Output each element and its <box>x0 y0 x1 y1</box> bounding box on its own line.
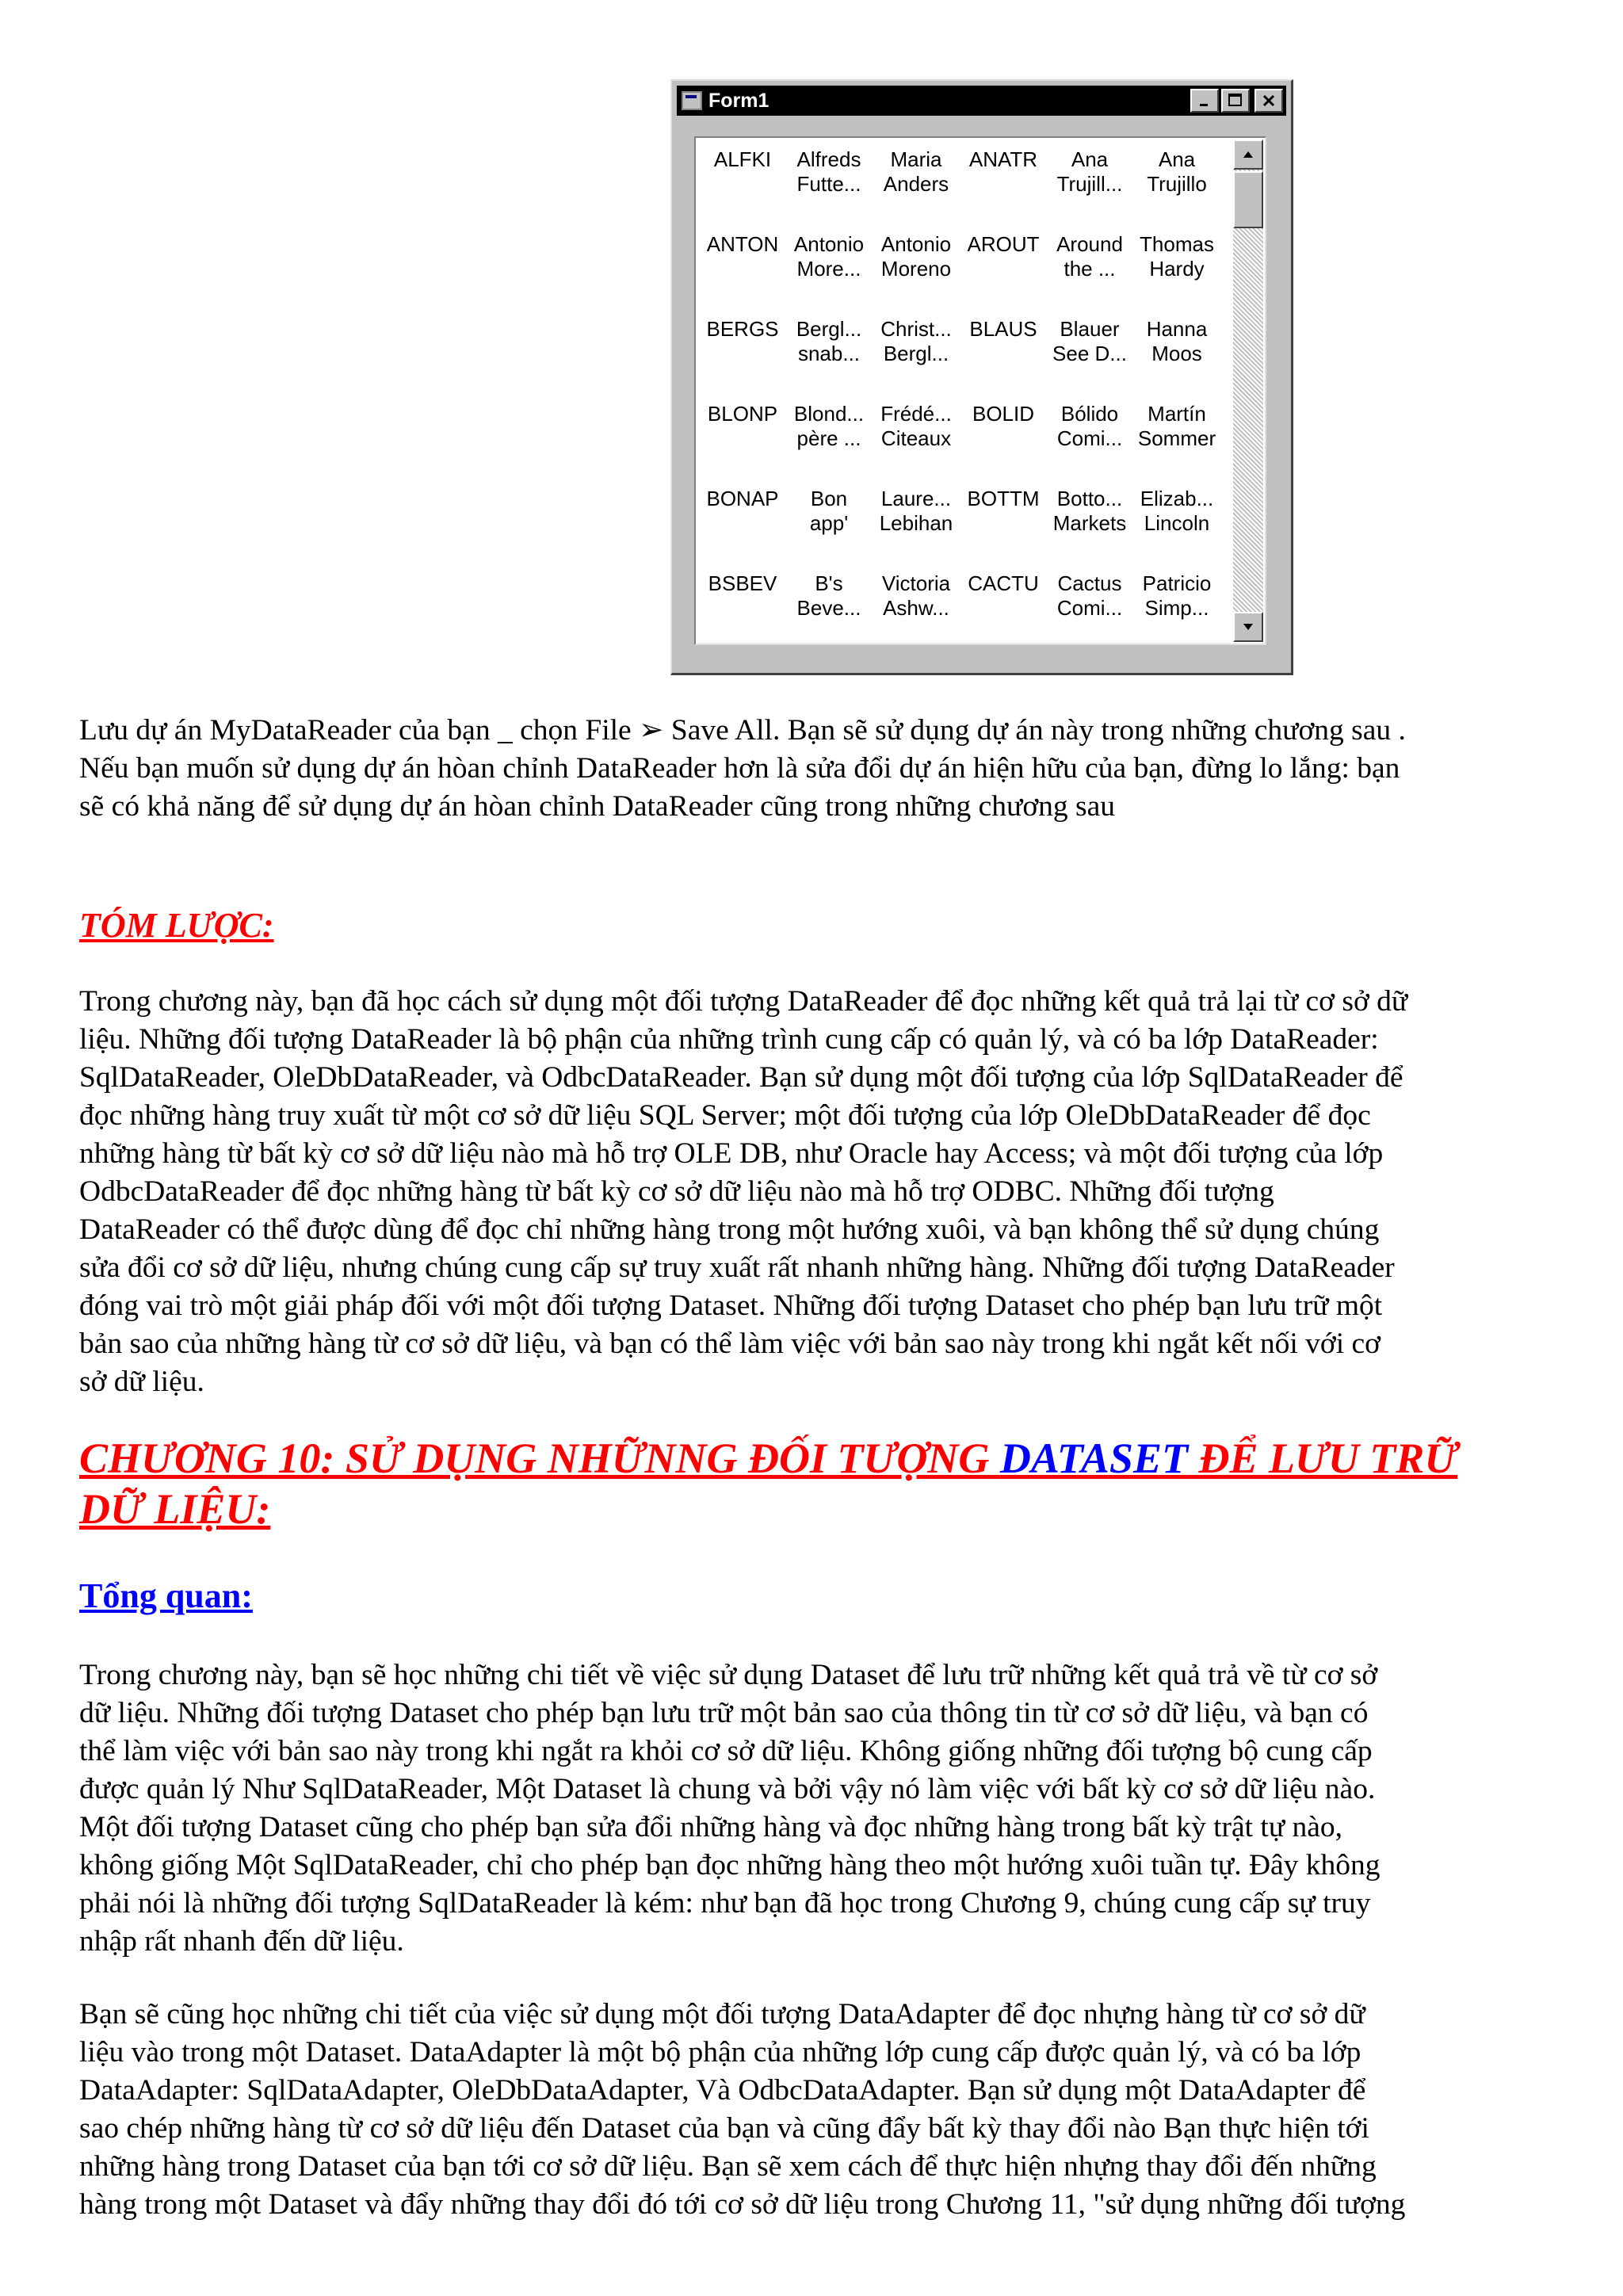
text-line: Lưu dự án MyDataReader của bạn _ chọn File ➢ Save All. Bạn sẽ sử dụng dự án này trong những chương sau . <box>79 714 1406 747</box>
vertical-scrollbar[interactable] <box>1233 139 1263 642</box>
grid-cell-text: Martín <box>1148 402 1206 426</box>
grid-cell-text: Sommer <box>1137 426 1216 450</box>
grid-cell-text: BLONP <box>707 402 778 426</box>
grid-cell-text: Botto... <box>1056 487 1123 510</box>
grid-cell-text: Christ... <box>880 317 952 341</box>
grid-cell[interactable] <box>1133 147 1220 232</box>
grid-cell-text: Hardy <box>1149 257 1205 281</box>
grid-cell[interactable] <box>960 402 1046 487</box>
grid-cell-text: More... <box>796 257 861 281</box>
grid-cell[interactable] <box>786 232 872 317</box>
window-title: Form1 <box>708 89 769 112</box>
grid-cell-text: the ... <box>1064 257 1116 281</box>
grid-cell-text: Comi... <box>1056 426 1123 450</box>
grid-cell-text: Victoria <box>881 571 951 595</box>
text-line: sửa đổi cơ sở dữ liệu, nhưng chúng cung cấp sự truy xuất rất nhanh những hàng. Những đối tượng DataReader <box>79 1251 1395 1284</box>
text-line: sẽ có khả năng để sử dụng dự án hòan chỉnh DataReader cũng trong những chương sau <box>79 790 1116 823</box>
grid-cell[interactable] <box>872 487 960 571</box>
grid-cell-text: Antonio <box>793 232 865 256</box>
grid-cell-text: Futte... <box>796 172 861 196</box>
grid-cell[interactable] <box>960 317 1046 402</box>
overview-heading[interactable]: Tổng quan: <box>79 1576 253 1615</box>
text-line: Bạn sẽ cũng học những chi tiết của việc sử dụng một đối tượng DataAdapter để đọc nhựng hàng từ cơ sở dữ <box>79 1998 1365 2030</box>
minimize-button[interactable] <box>1190 89 1219 113</box>
grid-cell-text: app' <box>809 511 849 535</box>
grid-cell-text: Elizab... <box>1140 487 1214 510</box>
customer-grid <box>699 147 1228 656</box>
grid-cell-text: Alfreds <box>796 147 861 171</box>
grid-cell-text: Hanna <box>1146 317 1208 341</box>
maximize-button[interactable] <box>1221 89 1250 113</box>
grid-cell[interactable] <box>786 487 872 571</box>
grid-cell[interactable] <box>960 232 1046 317</box>
grid-cell-text: CACTU <box>968 571 1039 595</box>
grid-cell[interactable] <box>699 402 786 487</box>
text-line: phải nói là những đối tượng SqlDataReader là kém: như bạn đã học trong Chương 9, chúng cung cấp sự truy <box>79 1887 1371 1920</box>
text-line: những hàng trong Dataset của bạn tới cơ sở dữ liệu. Bạn sẽ xem cách để thực hiện nhựng thay đổi đến những <box>79 2150 1377 2183</box>
text-line: SqlDataReader, OleDbDataReader, và OdbcDataReader. Bạn sử dụng một đối tượng của lớp SqlDataReader để <box>79 1061 1403 1094</box>
text-line: Nếu bạn muốn sử dụng dự án hòan chỉnh DataReader hơn là sửa đổi dự án hiện hữu của bạn, đừng lo lắng: bạn <box>79 752 1400 785</box>
grid-cell[interactable] <box>1133 317 1220 402</box>
grid-cell-text: Moos <box>1151 342 1202 365</box>
grid-cell-text: Lincoln <box>1144 511 1210 535</box>
close-button[interactable] <box>1254 89 1283 113</box>
grid-cell[interactable] <box>1046 402 1133 487</box>
grid-cell-text: Markets <box>1052 511 1127 535</box>
grid-cell-text: Trujillo <box>1147 172 1207 196</box>
grid-cell-text: père ... <box>796 426 861 450</box>
grid-cell-text: Moreno <box>880 257 952 281</box>
text-line: hàng trong một Dataset và đẩy những thay đổi đó tới cơ sở dữ liệu trong Chương 11, "sử dụng những đối tượng <box>79 2188 1406 2221</box>
grid-cell[interactable] <box>872 402 960 487</box>
text-line: liệu. Những đối tượng DataReader là bộ phận của những trình cung cấp có quản lý, và có ba lớp DataReader: <box>79 1023 1379 1056</box>
grid-cell[interactable] <box>699 317 786 402</box>
grid-cell[interactable] <box>872 317 960 402</box>
grid-cell[interactable] <box>1133 571 1220 656</box>
grid-cell-text: BOLID <box>972 402 1035 426</box>
arrow-up-icon <box>1242 150 1254 159</box>
grid-cell-text: Maria <box>890 147 942 171</box>
overview-paragraph <box>79 1656 1553 1961</box>
grid-cell[interactable] <box>872 232 960 317</box>
text-line: Trong chương này, bạn đã học cách sử dụng một đối tượng DataReader để đọc những kết quả trả lại từ cơ sở dữ <box>79 985 1408 1018</box>
grid-cell-text: ANATR <box>968 147 1038 171</box>
text-line: sở dữ liệu. <box>79 1366 204 1398</box>
grid-cell-text: BONAP <box>706 487 779 510</box>
chapter-heading-part2: ĐỂ LƯU TRỮ <box>1187 1435 1458 1482</box>
text-line: Trong chương này, bạn sẽ học những chi tiết về việc sử dụng Dataset để lưu trữ những kết quả trả về từ cơ sở <box>79 1659 1378 1691</box>
grid-cell[interactable] <box>699 487 786 571</box>
grid-cell-text: Blauer <box>1060 317 1120 341</box>
grid-cell-text: Simp... <box>1144 596 1209 620</box>
grid-cell-text: Ana <box>1158 147 1196 171</box>
minimize-icon <box>1197 94 1212 108</box>
grid-cell-text: Bólido <box>1060 402 1119 426</box>
grid-cell[interactable] <box>1046 147 1133 232</box>
text-line: Một đối tượng Dataset cũng cho phép bạn sửa đổi những hàng và đọc những hàng trong bất kỳ trật tự nào, <box>79 1811 1343 1843</box>
grid-cell[interactable] <box>786 147 872 232</box>
grid-cell-text: Ashw... <box>883 596 949 620</box>
grid-cell-text: snab... <box>797 342 861 365</box>
text-line: dữ liệu. Những đối tượng Dataset cho phép bạn lưu trữ một bản sao của thông tin từ cơ sở dữ liệu, và bạn có <box>79 1697 1369 1729</box>
grid-cell-text: BERGS <box>706 317 779 341</box>
grid-cell[interactable] <box>1133 487 1220 571</box>
grid-cell[interactable] <box>1046 571 1133 656</box>
text-line: thể làm việc với bản sao này trong khi ngắt ra khỏi cơ sở dữ liệu. Không giống những đối tượng bộ cung cấp <box>79 1735 1373 1767</box>
data-grid-panel[interactable] <box>694 136 1266 645</box>
scroll-up-button[interactable] <box>1233 139 1263 170</box>
grid-cell[interactable] <box>1133 402 1220 487</box>
grid-cell-text: Ana <box>1071 147 1109 171</box>
grid-cell[interactable] <box>960 487 1046 571</box>
grid-cell-text: Antonio <box>880 232 952 256</box>
grid-cell[interactable] <box>1046 487 1133 571</box>
grid-cell-text: BOTTM <box>967 487 1040 510</box>
grid-cell-text: AROUT <box>967 232 1040 256</box>
grid-cell-text: Comi... <box>1056 596 1123 620</box>
grid-cell-text: Trujill... <box>1056 172 1123 196</box>
grid-cell[interactable] <box>872 147 960 232</box>
grid-cell-text: B's <box>815 571 843 595</box>
grid-cell-text: Laure... <box>880 487 952 510</box>
arrow-down-icon <box>1242 622 1254 632</box>
dataadapter-paragraph <box>79 1996 1553 2224</box>
chapter-heading-line2: DỮ LIỆU: <box>79 1485 271 1533</box>
maximize-icon <box>1228 93 1243 109</box>
grid-cell-text: Lebihan <box>879 511 953 535</box>
grid-cell[interactable] <box>786 317 872 402</box>
text-line: DataAdapter: SqlDataAdapter, OleDbDataAdapter, Và OdbcDataAdapter. Bạn sử dụng một DataAdapter để <box>79 2074 1366 2107</box>
text-line: bản sao của những hàng từ cơ sở dữ liệu, và bạn có thể làm việc với bản sao này trong khi ngắt kết nối với cơ <box>79 1328 1381 1360</box>
grid-cell-text: Bon <box>810 487 848 510</box>
grid-cell-text: Patricio <box>1142 571 1212 595</box>
app-icon <box>682 91 702 110</box>
title-bar[interactable] <box>677 86 1286 116</box>
grid-cell-text: Cactus <box>1057 571 1122 595</box>
grid-cell-text: Citeaux <box>880 426 952 450</box>
text-line: sao chép những hàng từ cơ sở dữ liệu đến Dataset của bạn và cũng đẩy bất kỳ thay đổi nào Bạn thực hiện tới <box>79 2112 1369 2145</box>
grid-cell-text: Frédé... <box>880 402 952 426</box>
chapter-heading-part1: CHƯƠNG 10: SỬ DỤNG NHỮNNG ĐỐI TƯỢNG <box>79 1435 1000 1482</box>
grid-cell[interactable] <box>1046 317 1133 402</box>
text-line: OdbcDataReader để đọc những hàng từ bất kỳ cơ sở dữ liệu nào mà hỗ trợ ODBC. Những đối tượng <box>79 1175 1274 1208</box>
grid-cell-text: See D... <box>1052 342 1127 365</box>
grid-cell-text: Around <box>1056 232 1123 256</box>
text-line: đọc những hàng truy xuất từ một cơ sở dữ liệu SQL Server; một đối tượng của lớp OleDbDataReader để đọc <box>79 1099 1371 1132</box>
grid-cell[interactable] <box>786 402 872 487</box>
grid-cell[interactable] <box>1133 232 1220 317</box>
grid-cell[interactable] <box>872 571 960 656</box>
grid-cell-text: Beve... <box>796 596 861 620</box>
grid-cell[interactable] <box>699 147 786 232</box>
text-line: DataReader có thể được dùng để đọc chỉ những hàng trong một hướng xuôi, và bạn không thể sử dụng chúng <box>79 1213 1380 1246</box>
form1-window <box>670 79 1293 675</box>
grid-cell[interactable] <box>960 571 1046 656</box>
text-line: đóng vai trò một giải pháp đối với một đối tượng Dataset. Những đối tượng Dataset cho phép bạn lưu trữ một <box>79 1289 1383 1322</box>
text-line: liệu vào trong một Dataset. DataAdapter là một bộ phận của những lớp cung cấp được quản lý, và có ba lớp <box>79 2036 1361 2069</box>
close-icon <box>1261 93 1277 109</box>
text-line: không giống Một SqlDataReader, chỉ cho phép bạn đọc những hàng theo một hướng xuôi tuần tự. Đây không <box>79 1849 1381 1881</box>
grid-cell-text: Bergl... <box>883 342 949 365</box>
grid-cell-text: BSBEV <box>708 571 777 595</box>
grid-cell-text: Anders <box>883 172 949 196</box>
summary-heading: TÓM LƯỢC: <box>79 906 274 945</box>
grid-cell[interactable] <box>960 147 1046 232</box>
grid-cell-text: Thomas <box>1140 232 1214 256</box>
text-line: những hàng từ bất kỳ cơ sở dữ liệu nào mà hỗ trợ OLE DB, như Oracle hay Access; và một đối tượng của lớp <box>79 1137 1384 1170</box>
grid-cell[interactable] <box>699 571 786 656</box>
grid-cell[interactable] <box>1046 232 1133 317</box>
summary-paragraph <box>79 983 1553 1401</box>
grid-cell-text: ALFKI <box>713 147 772 171</box>
text-line: được quản lý Như SqlDataReader, Một Dataset là chung và bởi vậy nó làm việc với bất kỳ cơ sở dữ liệu nào. <box>79 1773 1376 1805</box>
grid-cell-text: ANTON <box>706 232 779 256</box>
scroll-down-button[interactable] <box>1233 612 1263 642</box>
dataset-link[interactable]: DATASET <box>999 1435 1188 1482</box>
grid-cell-text: Blond... <box>793 402 865 426</box>
intro-paragraph <box>79 712 1553 826</box>
chapter-heading <box>79 1433 1457 1534</box>
grid-cell[interactable] <box>786 571 872 656</box>
grid-cell-text: Bergl... <box>796 317 862 341</box>
text-line: nhập rất nhanh đến dữ liệu. <box>79 1925 404 1958</box>
grid-cell-text: BLAUS <box>969 317 1037 341</box>
grid-cell[interactable] <box>699 232 786 317</box>
scrollbar-thumb[interactable] <box>1233 171 1263 228</box>
